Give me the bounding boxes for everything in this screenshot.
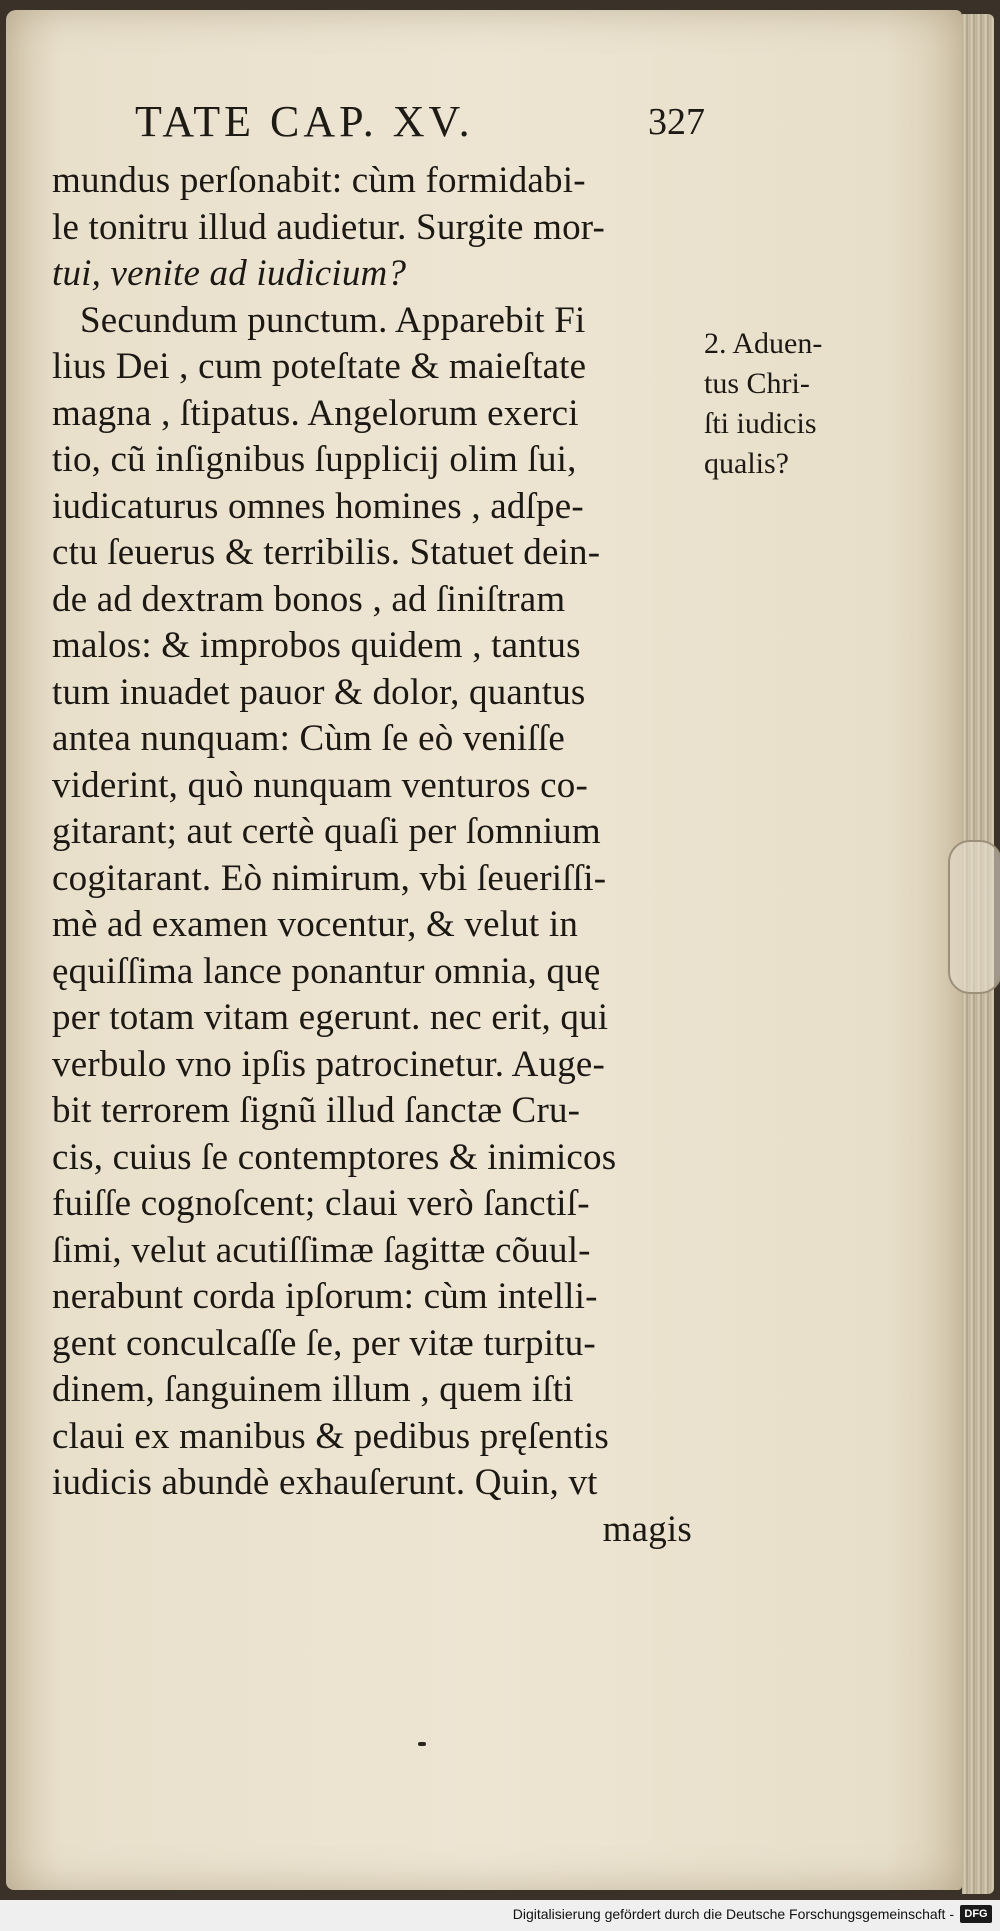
ink-speck — [418, 1742, 426, 1746]
body-line: nerabunt corda ipſorum: cùm intelli- — [52, 1276, 598, 1317]
margin-note-line: qualis? — [704, 447, 789, 480]
running-head: TATE CAP. XV. — [135, 97, 474, 146]
body-line: malos: & improbos quidem , tantus — [52, 625, 581, 666]
body-line: lius Dei , cum poteſtate & maieſtate — [52, 346, 587, 387]
body-line: viderint, quò nunquam venturos co- — [52, 764, 589, 806]
catchword: magis — [602, 1508, 692, 1550]
body-text — [52, 158, 692, 1553]
body-line: dinem, ſanguinem illum , quem iſti — [52, 1369, 574, 1410]
body-line: fuiſſe cognoſcent; claui verò ſanctiſ- — [52, 1183, 590, 1224]
body-line: per totam vitam egerunt. nec erit, qui — [52, 997, 609, 1038]
body-line: cis, cuius ſe contemptores & inimicos — [52, 1136, 617, 1178]
body-line: tui, venite ad iudicium? — [52, 253, 407, 294]
body-line: verbulo vno ipſis patrocinetur. Auge- — [52, 1043, 606, 1085]
body-line: iudicis abundè exhauſerunt. Quin, vt — [52, 1462, 598, 1503]
body-line: cogitarant. Eò nimirum, vbi ſeueriſſi- — [52, 857, 607, 899]
margin-note — [704, 324, 874, 484]
body-line: ęquiſſima lance ponantur omnia, quę — [52, 950, 601, 992]
body-line: magna , ſtipatus. Angelorum exerci — [52, 392, 579, 434]
body-line: mundus perſonabit: cùm formidabi- — [52, 160, 586, 201]
dfg-logo-icon: DFG — [960, 1905, 992, 1923]
body-line: le tonitru illud audietur. Surgite mor- — [52, 206, 606, 248]
body-line: claui ex manibus & pedibus pręſentis — [52, 1415, 609, 1457]
body-line: de ad dextram bonos , ad ſiniſtram — [52, 578, 566, 620]
body-line: antea nunquam: Cùm ſe eò veniſſe — [52, 718, 565, 759]
footer-bar — [0, 1900, 1000, 1931]
margin-note-line: tus Chri- — [704, 367, 810, 400]
margin-note-line: ſti iudicis — [704, 407, 817, 440]
body-line: gent conculcaſſe ſe, per vitæ turpitu- — [52, 1322, 596, 1364]
body-line: tum inuadet pauor & dolor, quantus — [52, 671, 586, 713]
footer-credit: Digitalisierung gefördert durch die Deutsche Forschungsgemeinschaft - — [512, 1906, 954, 1922]
body-line: tio, cũ inſignibus ſupplicij olim ſui, — [52, 439, 577, 480]
body-line: ſimi, velut acutiſſimæ ſagittæ cõuul- — [52, 1229, 591, 1271]
body-line: mè ad examen vocentur, & velut in — [52, 904, 579, 945]
page-tab-marker — [948, 840, 1000, 994]
body-line: bit terrorem ſignũ illud ſanctæ Cru- — [52, 1090, 581, 1131]
body-line: Secundum punctum. Apparebit Fi — [80, 299, 586, 341]
page-header — [135, 96, 705, 156]
body-line: iudicaturus omnes homines , adſpe- — [52, 485, 584, 527]
margin-note-line: 2. Aduen- — [704, 327, 823, 360]
page-number: 327 — [648, 101, 705, 143]
body-line: gitarant; aut certè quaſi per ſomnium — [52, 811, 601, 852]
body-line: ctu ſeuerus & terribilis. Statuet dein- — [52, 532, 601, 573]
